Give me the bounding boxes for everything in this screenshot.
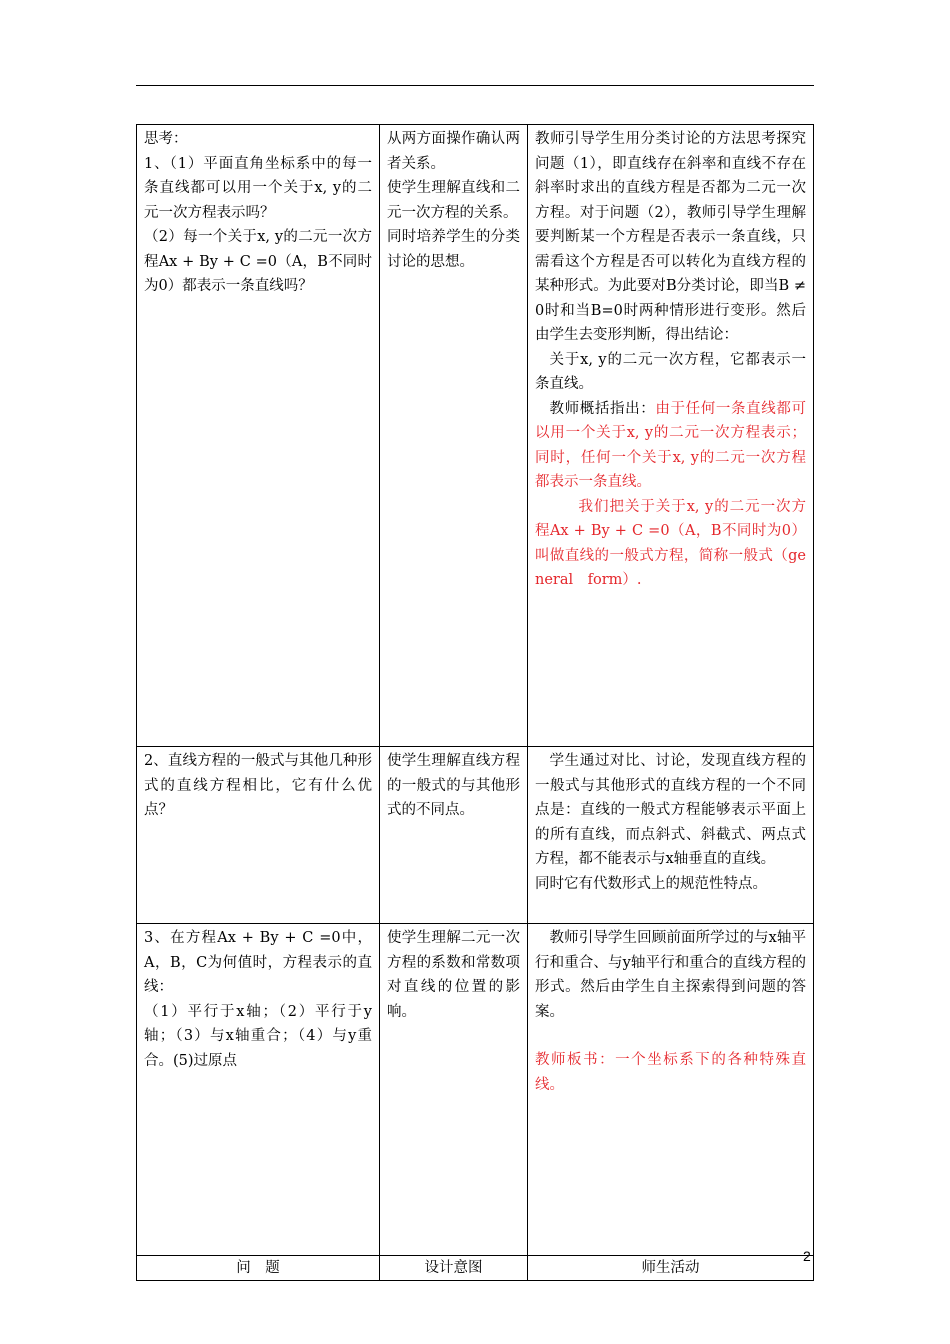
activity-paragraph: 同时它有代数形式上的规范性特点。 [535,875,767,892]
column-header-row [137,1256,814,1281]
intent-cell [380,125,528,747]
question-cell [137,924,380,1256]
intent-line: 使学生理解二元一次方程的系数和常数项对直线的位置的影响。 [387,930,520,1020]
column-header-activity: 师生活动 [528,1256,814,1281]
question-line: 思考： [144,131,188,147]
table-row [137,125,814,747]
column-header-question: 问 题 [137,1256,380,1281]
question-line: 3、在方程Ax + By + C =0中，A，B，C为何值时，方程表示的直线： [144,930,372,995]
activity-paragraph: 教师引导学生回顾前面所学过的与x轴平行和重合、与y轴平行和重合的直线方程的形式。然后由学生自主探索得到问题的答案。 [535,930,806,1020]
question-line: 2、直线方程的一般式与其他几种形式的直线方程相比，它有什么优点？ [144,753,372,818]
spacer [535,1024,806,1048]
intent-cell [380,747,528,924]
intent-line: 同时培养学生的分类讨论的思想。 [387,229,520,270]
intent-line: 从两方面操作确认两者关系。 [387,131,520,172]
activity-paragraph: 学生通过对比、讨论，发现直线方程的一般式与其他形式的直线方程的一个不同点是：直线的一般式方程能够表示平面上的所有直线，而点斜式、斜截式、两点式方程，都不能表示与x轴垂直的直线。 [535,753,806,867]
column-header-intent: 设计意图 [380,1256,528,1281]
highlight-text: 由于任何一条直线都可以用一个关于x, y的二元一次方程表示；同时，任何一个关于x, y的二元一次方程都表示一条直线。 [535,400,806,490]
question-line: （2）每一个关于x, y的二元一次方程Ax + By + C =0（A，B不同时为0）都表示一条直线吗？ [144,229,372,294]
table-row [137,747,814,924]
header-rule [136,85,814,86]
activity-paragraph [535,397,806,495]
activity-cell [528,125,814,747]
question-line: （1）平行于x轴；（2）平行于y轴；（3）与x轴重合；（4）与y重合。(5)过原点 [144,1003,372,1069]
page-number: 2 [803,1248,811,1264]
intent-line: 使学生理解直线和二元一次方程的关系。 [387,180,520,221]
lesson-plan-table [136,124,814,1281]
intent-line: 使学生理解直线方程的一般式的与其他形式的不同点。 [387,753,520,818]
activity-lead: 教师概括指出： [549,400,656,417]
question-cell [137,747,380,924]
table-row [137,924,814,1256]
question-cell [137,125,380,747]
highlight-text: 我们把关于关于x, y的二元一次方程Ax + By + C =0（A，B不同时为0）叫做直线的一般式方程，简称一般式（general form）. [535,498,806,588]
activity-cell [528,747,814,924]
activity-cell [528,924,814,1256]
activity-paragraph: 关于x, y的二元一次方程，它都表示一条直线。 [535,351,806,392]
intent-cell [380,924,528,1256]
question-line: 1、（1）平面直角坐标系中的每一条直线都可以用一个关于x, y的二元一次方程表示吗？ [144,155,372,221]
activity-paragraph: 教师引导学生用分类讨论的方法思考探究问题（1），即直线存在斜率和直线不存在斜率时求出的直线方程是否都为二元一次方程。对于问题（2），教师引导学生理解要判断某一个方程是否表示一条直线，只需看这个方程是否可以转化为直线方程的某种形式。为此要对B分类讨论，即当B ≠0时和当B=0时两种情形进行变形。然后由学生去变形判断，得出结论： [535,131,806,343]
highlight-text: 教师板书：一个坐标系下的各种特殊直线。 [535,1052,806,1093]
